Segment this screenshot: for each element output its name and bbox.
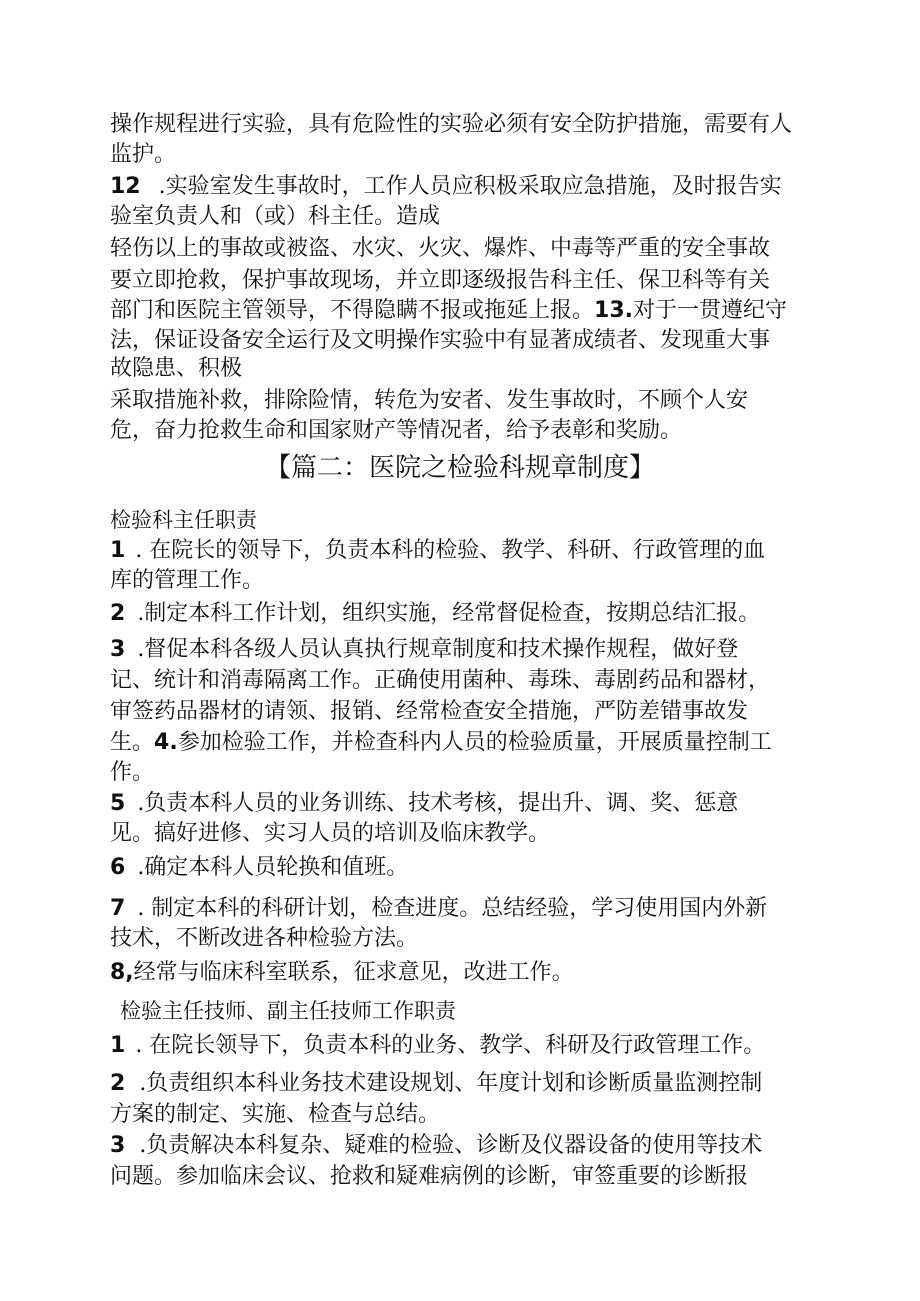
item-text: .制定本科工作计划，组织实施，经常督促检查，按期总结汇报。 xyxy=(137,601,761,626)
item-text: .负责组织本科业务技术建设规划、年度计划和诊断质量监测控制 xyxy=(139,1071,763,1096)
list-item xyxy=(110,958,574,988)
item-text: . 制定本科的科研计划，检查进度。总结经验，学习使用国内外新 xyxy=(137,896,768,921)
item-text: . 在院长的领导下，负责本科的检验、教学、科研、行政管理的血 xyxy=(135,538,766,563)
list-item xyxy=(110,853,408,883)
text-line: 记、统计和消毒隔离工作。正确使用菌种、毒珠、毒剧药品和器材， xyxy=(110,668,771,693)
item-number: 4. xyxy=(154,730,178,755)
text-line: 监护。 xyxy=(110,142,177,167)
item-text: 部门和医院主管领导，不得隐瞒不报或拖延上报。 xyxy=(110,298,595,323)
text-line: 问题。参加临床会议、抢救和疑难病例的诊断，审签重要的诊断报 xyxy=(110,1164,749,1189)
text-line: 操作规程进行实验，具有危险性的实验必须有安全防护措施，需要有人 xyxy=(110,112,793,137)
text-line: 采取措施补救，排除险情，转危为安者、发生事故时，不顾个人安 xyxy=(110,388,749,413)
list-item xyxy=(110,1031,765,1061)
text-line xyxy=(110,728,772,758)
item-number: 8, xyxy=(110,960,134,985)
item-text: .负责本科人员的业务训练、技术考核，提出升、调、奖、惩意 xyxy=(137,791,739,816)
item-number: 3 xyxy=(110,637,126,662)
item-text: .实验室发生事故时，工作人员应积极采取应急措施，及时报告实 xyxy=(158,174,782,199)
list-item xyxy=(110,635,738,665)
text-line: 法，保证设备安全运行及文明操作实验中有显著成绩者、发现重大事 xyxy=(110,328,771,353)
item-text: 参加检验工作，并检查科内人员的检验质量，开展质量控制工 xyxy=(177,730,772,755)
text-line: 库的管理工作。 xyxy=(110,568,265,593)
item-number: 13. xyxy=(594,298,633,323)
text-line: 作。 xyxy=(110,760,155,785)
item-text: 对于一贯遵纪守 xyxy=(633,298,788,323)
item-number: 1 xyxy=(110,538,126,563)
text-line: 危，奋力抢救生命和国家财产等情况者，给予表彰和奖励。 xyxy=(110,418,683,443)
list-item xyxy=(110,536,765,566)
item-text: .确定本科人员轮换和值班。 xyxy=(137,855,409,880)
text-line: 要立即抢救，保护事故现场，并立即逐级报告科主任、保卫科等有关 xyxy=(110,268,771,293)
item-text: 经常与临床科室联系，征求意见，改进工作。 xyxy=(133,960,574,985)
list-item xyxy=(110,894,767,924)
item-number: 2 xyxy=(110,601,126,626)
list-item xyxy=(110,599,760,629)
section-title: 【篇二：医院之检验科规章制度】 xyxy=(264,453,655,483)
text-line: 见。搞好进修、实习人员的培训及临床教学。 xyxy=(110,821,551,846)
item-text: .督促本科各级人员认真执行规章制度和技术操作规程，做好登 xyxy=(137,637,739,662)
item-number: 5 xyxy=(110,791,126,816)
subsection-heading: 检验主任技师、副主任技师工作职责 xyxy=(120,999,456,1023)
item-number: 6 xyxy=(110,855,126,880)
item-number: 3 xyxy=(110,1133,126,1158)
text-line: 故隐患、积极 xyxy=(110,356,243,381)
text-line: 方案的制定、实施、检查与总结。 xyxy=(110,1102,441,1127)
text-line: 轻伤以上的事故或被盗、水灾、火灾、爆炸、中毒等严重的安全事故 xyxy=(110,236,771,261)
list-item xyxy=(110,789,738,819)
item-text: . 在院长领导下，负责本科的业务、教学、科研及行政管理工作。 xyxy=(135,1033,766,1058)
item-text: .负责解决本科复杂、疑难的检验、诊断及仪器设备的使用等技术 xyxy=(139,1133,763,1158)
item-number: 2 xyxy=(110,1071,126,1096)
text-line xyxy=(110,172,782,202)
text-line: 审签药品器材的请领、报销、经常检查安全措施，严防差错事故发 xyxy=(110,699,749,724)
list-item xyxy=(110,1069,762,1099)
item-number: 12 xyxy=(110,174,141,199)
item-text: 生。 xyxy=(110,730,155,755)
item-number: 7 xyxy=(110,896,126,921)
text-line: 验室负责人和（或）科主任。造成 xyxy=(110,204,441,229)
list-item xyxy=(110,1131,762,1161)
subsection-heading: 检验科主任职责 xyxy=(110,508,257,532)
text-line xyxy=(110,296,787,326)
text-line: 技术，不断改进各种检验方法。 xyxy=(110,926,419,951)
item-number: 1 xyxy=(110,1033,126,1058)
